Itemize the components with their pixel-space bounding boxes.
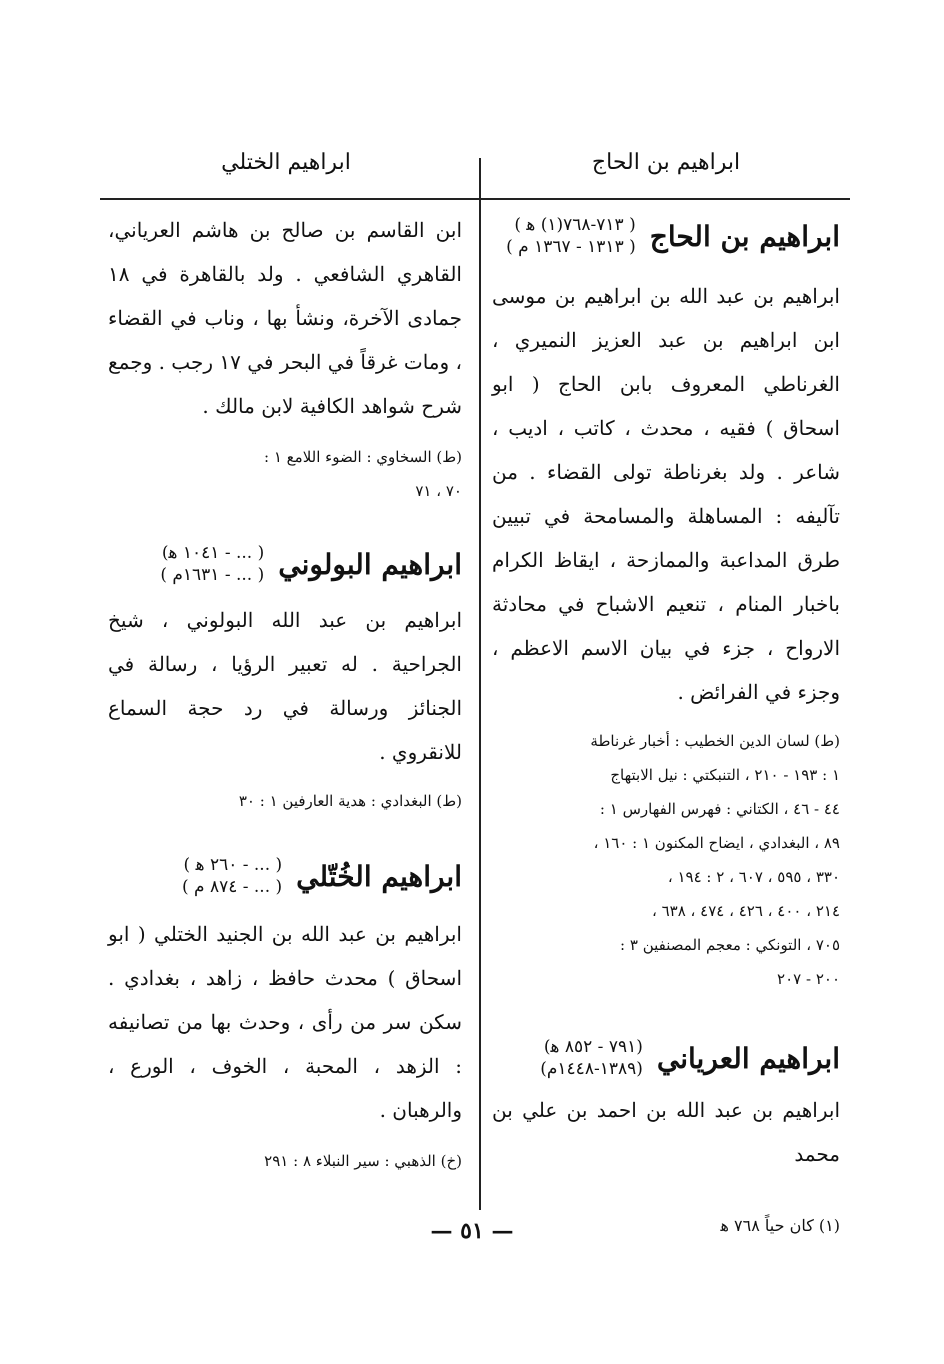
source-line: (خ) الذهبي : سير النبلاء ٨ : ٢٩١ bbox=[264, 1152, 462, 1170]
column-divider bbox=[479, 158, 481, 1210]
entry-sources bbox=[108, 784, 462, 818]
dates-hijri: ( ٧١٣-٧٦٨(١) ﻫ ) bbox=[514, 215, 636, 235]
entry-sources bbox=[492, 724, 840, 996]
entry-body: ابراهيم بن عبد الله بن ابراهيم بن موسى ابن ابراهيم بن عبد العزيز النميري ، الغرناطي المعروف بابن الحاج ( ابو اسحاق ) فقيه ، محدث ، كاتب ، اديب ، شاعر . ولد بغرناطة تولى القضاء . من تآليفه : المساهلة والمسامحة في تبيين طرق المداعبة والممازحة ، ايقاظ الكرام باخبار المنام ، تنعيم الاشباح في محادثة الارواح ، جزء في بيان الاسم الاعظم ، وجزء في الفرائض . bbox=[492, 284, 840, 704]
left-column bbox=[108, 208, 462, 1178]
entry-heading bbox=[108, 542, 462, 586]
entry-sources bbox=[108, 440, 462, 508]
entry-dates bbox=[160, 542, 264, 586]
source-line: ٧٠ ، ٧١ bbox=[415, 482, 462, 500]
entry-name: ابراهيم العرياني bbox=[656, 1041, 840, 1075]
source-line: ١ : ١٩٣ - ٢١٠ ، التنبكتي : نيل الابتهاج bbox=[610, 766, 840, 784]
source-line: (ط) السخاوي : الضوء اللامع ١ : bbox=[264, 448, 462, 466]
dates-hijri: (٧٩١ - ٨٥٢ ﻫ) bbox=[543, 1037, 643, 1057]
source-line: (ط) البغدادي : هدية العارفين ١ : ٣٠ bbox=[238, 792, 462, 810]
entry-body: ابن القاسم بن صالح بن هاشم العرياني، القاهري الشافعي . ولد بالقاهرة في ١٨ جمادى الآخرة، ونشأ بها ، وناب في القضاء ، ومات غرقاً في البحر في ١٧ رجب . وجمع شرح شواهد الكافية لابن مالك . bbox=[108, 218, 462, 418]
dates-gregorian: ( ١٣١٣ - ١٣٦٧ م ) bbox=[506, 237, 636, 257]
entry-name: ابراهيم بن الحاج bbox=[649, 219, 840, 253]
right-column bbox=[492, 214, 840, 1235]
header-rule bbox=[100, 198, 850, 200]
entry-body: ابراهيم بن عبد الله البولوني ، شيخ الجراحية . له تعبير الرؤيا ، رسالة في الجنائز ورسالة في رد حجة السماع للانقروي . bbox=[108, 608, 462, 764]
entry-name: ابراهيم الخُتّلي bbox=[296, 859, 462, 893]
source-line: ٤٤ - ٤٦ ، الكتاني : فهرس الفهارس ١ : bbox=[599, 800, 840, 818]
source-line: ٢١٤ ، ٤٠٠ ، ٤٢٦ ، ٤٧٤ ، ٦٣٨ ، bbox=[651, 902, 840, 920]
left-column-header: ابراهيم الختلي bbox=[221, 150, 351, 175]
dates-gregorian: ( ... - ٨٧٤ م ) bbox=[181, 877, 283, 897]
entry-body: ابراهيم بن عبد الله بن الجنيد الختلي ( ابو اسحاق ) محدث حافظ ، زاهد ، بغدادي . سكن سر من رأى ، وحدث بها من تصانيفه : الزهد ، المحبة ، الخوف ، الورع ، والرهبان . bbox=[108, 922, 462, 1122]
entry-dates bbox=[506, 214, 636, 258]
footnote: (١) كان حياً ٧٦٨ ﻫ bbox=[720, 1216, 840, 1235]
entry-heading bbox=[492, 1036, 840, 1080]
dates-gregorian: (١٣٨٩-١٤٤٨م) bbox=[540, 1059, 643, 1079]
dates-hijri: ( ... - ١٠٤١ ﻫ) bbox=[161, 543, 265, 563]
source-line: (ط) لسان الدين الخطيب : أخبار غرناطة bbox=[590, 732, 840, 750]
entry-dates bbox=[182, 854, 282, 898]
entry-name: ابراهيم البولوني bbox=[278, 547, 462, 581]
source-line: ٧٠٥ ، التونكي : معجم المصنفين ٣ : bbox=[620, 936, 840, 954]
entry-heading bbox=[108, 854, 462, 898]
dates-hijri: ( ... - ٢٦٠ ﻫ ) bbox=[183, 855, 283, 875]
entry-body: ابراهيم بن عبد الله بن احمد بن علي بن محمد bbox=[492, 1098, 840, 1166]
entry-dates bbox=[540, 1036, 643, 1080]
entry-heading bbox=[492, 214, 840, 258]
entry-sources bbox=[108, 1144, 462, 1178]
page-number: — ٥١ — bbox=[430, 1218, 514, 1244]
source-line: ٣٣٠ ، ٥٩٥ ، ٦٠٧ ، ٢ : ١٩٤ ، bbox=[667, 868, 840, 886]
source-line: ٢٠٠ - ٢٠٧ bbox=[777, 970, 840, 988]
dates-gregorian: ( ... - ١٦٣١م ) bbox=[160, 565, 265, 585]
source-line: ٨٩ ، البغدادي ، ايضاح المكنون ١ : ١٦٠ ، bbox=[593, 834, 840, 852]
right-column-header: ابراهيم بن الحاج bbox=[591, 150, 741, 175]
